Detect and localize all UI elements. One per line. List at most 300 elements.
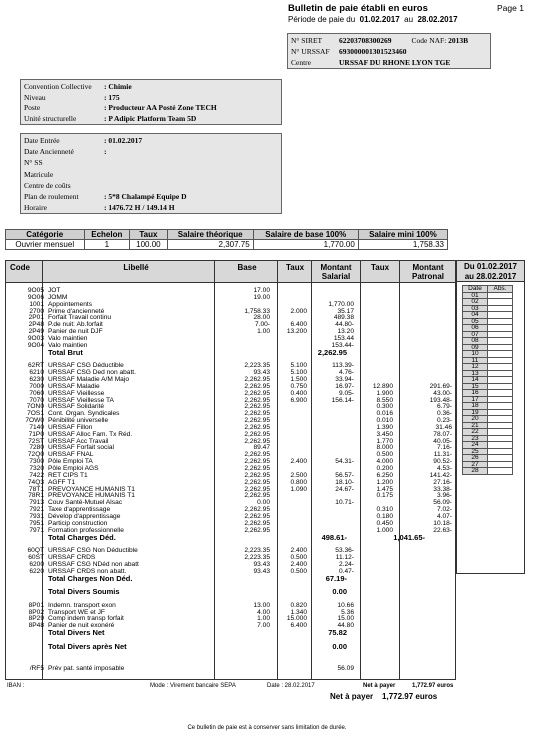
- company-info-box: N° SIRET 62203708300269 Code NAF: 2013B N° URSSAF 693000001301523460 Centre URSSAF DU RHONE LYON TGE: [287, 33, 491, 69]
- cell-base: 2,262.95: [244, 382, 270, 390]
- cell-taux: 1.090: [290, 485, 307, 493]
- cell-taux: 2.400: [290, 560, 307, 568]
- cell-sal: 54.31-: [335, 458, 354, 466]
- cell-sal: 0.00: [332, 641, 347, 651]
- cell-lib: Total Charges Déd.: [48, 532, 116, 542]
- cell-taux: 0.500: [290, 553, 307, 561]
- cell-base: 2,262.95: [244, 471, 270, 479]
- cell-code: 9O04: [27, 341, 44, 349]
- cell-sal: 13.20: [337, 328, 354, 336]
- calendar-day: 27: [463, 461, 488, 468]
- cell-taux: 1.340: [290, 608, 307, 616]
- cell-code: 2P49: [28, 328, 44, 336]
- cell-taux: 6.400: [290, 622, 307, 630]
- document-title: Bulletin de paie établi en euros: [288, 3, 428, 14]
- cell-code: 6220: [29, 567, 44, 575]
- calendar-day: 21: [463, 422, 488, 429]
- cell-lib: Panier de nuit exonéré: [48, 622, 115, 630]
- cell-base: 0.00: [257, 499, 270, 507]
- cell-code: 7931: [29, 512, 44, 520]
- cell-code: 7913: [29, 499, 44, 507]
- table-header: [6, 261, 455, 283]
- cell-base: 2,262.95: [244, 478, 270, 486]
- cell-code: 62RT: [27, 362, 44, 370]
- cell-pat: 78.07-: [433, 430, 452, 438]
- cell-pat: 33.38-: [433, 485, 452, 493]
- category-header: Salaire théorique: [167, 230, 253, 240]
- cell-lib: URSSAF CSG Ded non abatt.: [48, 369, 136, 377]
- employee-box: [20, 133, 282, 214]
- cell-lib: Forfait Travail continu: [48, 314, 112, 322]
- cell-taux: 6.400: [290, 321, 307, 329]
- cell-lib: RET CIPS T1: [48, 471, 88, 479]
- urssaf-value: 693000001301523460: [339, 47, 407, 56]
- siret-value: 62203708300269: [339, 36, 392, 45]
- cell-code: 72ST: [28, 437, 44, 445]
- cell-sal: 0.47-: [338, 567, 354, 575]
- cell-sal: 153.44-: [331, 341, 354, 349]
- calendar-day: 14: [463, 377, 488, 384]
- employee-row: Matricule: [24, 169, 54, 179]
- cell-lib: Cont. Organ. Syndicales: [48, 410, 120, 418]
- cell-sal: 16.97-: [335, 382, 354, 390]
- cell-taux2: 1.000: [376, 526, 393, 534]
- iban-label: IBAN :: [7, 683, 25, 689]
- cell-base: 2,262.95: [244, 396, 270, 404]
- cell-taux: 5.100: [290, 369, 307, 377]
- calendar-absence: [488, 468, 513, 475]
- cell-lib: Total Divers Soumis: [48, 587, 120, 597]
- calendar-table: [462, 285, 513, 475]
- cell-sal: 4.76-: [338, 369, 354, 377]
- cell-base: 2,262.95: [244, 451, 270, 459]
- net-value: 1,772.97 euros: [382, 692, 438, 701]
- cell-lib: AGFF T1: [48, 478, 75, 486]
- cell-code: /RF5: [29, 665, 44, 672]
- cell-pat: 4.07-: [436, 512, 452, 520]
- cell-base: 2,262.95: [244, 375, 270, 383]
- cell-code: 7000: [29, 382, 44, 390]
- cell-base: 2,223.35: [244, 547, 270, 555]
- category-value: 1: [84, 240, 130, 250]
- convention-row: Poste : Producteur AA Posté Zone TECH: [24, 103, 217, 112]
- cell-lib: Dévelop d'apprentissage: [48, 512, 121, 520]
- cell-taux2: 0.010: [376, 417, 393, 425]
- cell-taux2: 8.550: [376, 396, 393, 404]
- cell-sal: 5.36: [341, 608, 354, 616]
- calendar-day: 13: [463, 370, 488, 377]
- cell-code: 8P02: [28, 608, 44, 616]
- cell-lib: Total Divers Net: [48, 628, 105, 638]
- cell-base: 93.43: [253, 567, 270, 575]
- cell-taux2: 0.500: [376, 451, 393, 459]
- employee-row: N° SS: [24, 158, 43, 168]
- cell-taux2: 1.770: [376, 437, 393, 445]
- cell-sal: 56.57-: [335, 471, 354, 479]
- employee-row: Date Ancienneté :: [24, 147, 107, 157]
- cell-code: 2P01: [28, 314, 44, 322]
- cell-taux2: 0.175: [376, 492, 393, 500]
- cell-lib: URSSAF CSG NDéd non abatt: [48, 560, 139, 568]
- cell-base: 2,262.95: [244, 403, 270, 411]
- cell-lib: Formation professionnelle: [48, 526, 124, 534]
- cell-pat: 56.09-: [433, 499, 452, 507]
- cell-pat: 3.96-: [436, 492, 452, 500]
- cell-lib: URSSAF Acc Travail: [48, 437, 109, 445]
- calendar-day: 16: [463, 390, 488, 397]
- employee-row: Horaire : 1476.72 H / 149.14 H: [24, 203, 175, 213]
- category-value: 1,770.00: [253, 240, 358, 250]
- calendar-day: 11: [463, 357, 488, 364]
- cell-base: 1,758.33: [244, 307, 270, 315]
- header-montant-salarial: Montant: [320, 263, 352, 272]
- cell-taux2: 0.200: [376, 465, 393, 472]
- centre-value: URSSAF DU RHONE LYON TGE: [339, 58, 451, 67]
- cell-code: 72Q0: [27, 451, 44, 459]
- cell-base: 2,262.95: [244, 423, 270, 431]
- calendar-day: 22: [463, 429, 488, 436]
- cell-pat: 193.48-: [429, 396, 452, 404]
- cell-lib: Transport WE et JF: [48, 608, 105, 616]
- cell-base: 28.00: [253, 314, 270, 322]
- cell-taux: 2.400: [290, 458, 307, 466]
- cell-code: 7320: [29, 465, 44, 472]
- employee-row: Date Entrée : 01.02.2017: [24, 136, 143, 145]
- cell-lib: Comp indem transp forfait: [48, 615, 124, 623]
- cell-code: 2P48: [28, 321, 44, 329]
- cell-pat: 0.23-: [436, 417, 452, 425]
- calendar-day: 12: [463, 364, 488, 371]
- cell-sal: 67.19-: [325, 573, 347, 583]
- pay-period: Période de paie du 01.02.2017 au 28.02.2017: [288, 15, 458, 24]
- cell-taux: 0.750: [290, 382, 307, 390]
- cell-lib: Valo maintien: [48, 341, 88, 349]
- cell-lib: Total Charges Non Déd.: [48, 573, 133, 583]
- cell-pat: 43.00-: [433, 389, 452, 397]
- naf-value: 2013B: [448, 36, 469, 45]
- cell-taux2: 0.180: [376, 512, 393, 520]
- cell-taux2: 8.000: [376, 444, 393, 452]
- cell-taux: 15.000: [286, 615, 307, 623]
- net-to-pay: [330, 692, 456, 704]
- cell-lib: Taxe d'apprentissage: [48, 506, 111, 514]
- cell-sal: 10.66: [337, 601, 354, 609]
- cell-base: 2,262.95: [244, 506, 270, 514]
- cell-taux: 1.500: [290, 375, 307, 383]
- cell-pat: 22.63-: [433, 526, 452, 534]
- cell-code: 71P0: [28, 430, 44, 438]
- cell-sal: 9.05-: [338, 389, 354, 397]
- cell-base: 1.00: [257, 615, 270, 623]
- convention-row: Niveau : 175: [24, 92, 120, 102]
- convention-box: [20, 79, 282, 125]
- cell-pat: 0.36-: [436, 410, 452, 418]
- net-label: Net à payer: [330, 692, 374, 701]
- cell-code: 7140: [29, 423, 44, 431]
- cell-base: 2,223.35: [244, 553, 270, 561]
- calendar-day: 15: [463, 383, 488, 390]
- cell-base: 7.00-: [254, 321, 270, 329]
- cell-code: 9O05: [27, 287, 44, 294]
- category-header: Catégorie: [6, 230, 85, 240]
- calendar-day: 19: [463, 409, 488, 416]
- cell-base: 2,223.35: [244, 362, 270, 370]
- cell-sal: 153.44: [333, 334, 354, 342]
- convention-row: Convention Collective : Chimie: [24, 82, 132, 91]
- calendar-header: Du 01.02.2017 au 28.02.2017: [456, 260, 525, 282]
- cell-lib: URSSAF Alloc Fam. Tx Réd.: [48, 430, 133, 438]
- calendar-day: 03: [463, 305, 488, 312]
- cell-pat: 291.69-: [429, 382, 452, 390]
- cell-base: 4.00: [257, 608, 270, 616]
- cell-lib: URSSAF Vieillesse: [48, 389, 105, 397]
- page-number: Page 1: [497, 3, 524, 13]
- cell-sal: 33.94-: [335, 375, 354, 383]
- cell-code: 7OS1: [27, 410, 44, 418]
- header-patronal: Patronal: [411, 272, 444, 281]
- cell-code: 7280: [29, 444, 44, 452]
- cell-lib: Panier de nuit DJF: [48, 328, 103, 336]
- convention-row: Unité structurelle : P Adipic Platform Team 5D: [24, 113, 197, 123]
- cell-base: 2,262.95: [244, 492, 270, 500]
- cell-base: 2,262.95: [244, 526, 270, 534]
- cell-lib: URSSAF CSG Non Déductible: [48, 547, 138, 555]
- cell-taux: 0.400: [290, 389, 307, 397]
- calendar-day-row: [463, 468, 513, 475]
- cell-taux2: 6.250: [376, 471, 393, 479]
- calendar-day: 20: [463, 416, 488, 423]
- cell-sal: 1,770.00: [328, 300, 354, 308]
- cell-taux: 0.820: [290, 601, 307, 609]
- cell-lib: Total Brut: [48, 347, 83, 357]
- category-header: Echelon: [84, 230, 130, 240]
- cell-lib: URSSAF Vieillesse TA: [48, 396, 114, 404]
- category-table: [5, 229, 448, 250]
- period-start: 01.02.2017: [359, 15, 400, 24]
- cell-lib: Pôle Emploi TA: [48, 458, 93, 466]
- cell-taux2: 4.000: [376, 458, 393, 466]
- cell-lib: Total Divers après Net: [48, 641, 127, 651]
- cell-taux: 6.900: [290, 396, 307, 404]
- cell-sal: 24.67-: [335, 485, 354, 493]
- cell-lib: PREVOYANCE HUMANIS T1: [48, 492, 135, 500]
- calendar-day: 05: [463, 318, 488, 325]
- calendar-day: 28: [463, 468, 488, 475]
- cell-base: 2,262.95: [244, 512, 270, 520]
- cell-base: 7.00: [257, 622, 270, 630]
- cell-lib: Pôle Emploi AGS: [48, 465, 99, 472]
- cell-base: 2,262.95: [244, 417, 270, 425]
- cell-base: 89.47: [253, 444, 270, 452]
- cell-base: 93.43: [253, 560, 270, 568]
- category-value: Ouvrier mensuel: [6, 240, 85, 250]
- cell-lib: URSSAF CRDS non abatt.: [48, 567, 127, 575]
- cell-base: 2,262.95: [244, 519, 270, 527]
- cell-sal: 11.12-: [335, 553, 354, 561]
- cell-taux: 2.500: [290, 471, 307, 479]
- calendar-panel: [456, 260, 525, 574]
- cell-code: 8P29: [28, 615, 44, 623]
- category-header: Salaire mini 100%: [358, 230, 447, 240]
- calendar-col-date: Date: [463, 286, 488, 293]
- cell-sal: 35.17: [337, 307, 354, 315]
- cell-base: 17.00: [253, 287, 270, 294]
- cell-pat: 10.18-: [433, 519, 452, 527]
- cell-sal: 15.00: [337, 615, 354, 623]
- cell-base: 93.43: [253, 369, 270, 377]
- header-salarial: Salarial: [321, 272, 351, 281]
- cell-sal: 75.82: [328, 628, 347, 638]
- calendar-day: 07: [463, 331, 488, 338]
- employee-row: Centre de coûts: [24, 180, 71, 190]
- cell-base: 1.00: [257, 328, 270, 336]
- cell-pat: 31.46: [435, 423, 452, 431]
- header-code: Code: [10, 263, 30, 272]
- cell-taux: 13.200: [286, 328, 307, 336]
- calendar-col-abs: Abs.: [488, 286, 513, 293]
- cell-pat: 141.42-: [429, 471, 452, 479]
- cell-lib: Prime d'ancienneté: [48, 307, 105, 315]
- cell-taux2: 3.450: [376, 430, 393, 438]
- category-header: Taux: [130, 230, 168, 240]
- cell-code: 7971: [29, 526, 44, 534]
- cell-code: 60QT: [27, 547, 44, 555]
- payment-footer: [5, 680, 456, 692]
- header-taux: Taux: [285, 263, 305, 272]
- payment-date: Date : 28.02.2017: [267, 683, 315, 689]
- calendar-day: 18: [463, 403, 488, 410]
- cell-lib: URSSAF CRDS: [48, 553, 96, 561]
- period-end: 28.02.2017: [417, 15, 458, 24]
- cell-base: 19.00: [253, 293, 270, 301]
- employee-row: Plan de roulement : 5*8 Chalampé Equipe D: [24, 192, 187, 201]
- cell-code: 6210: [29, 369, 44, 377]
- cell-sal: 10.71-: [335, 499, 354, 507]
- cell-code: 78R1: [28, 492, 44, 500]
- cell-taux2: 1.475: [376, 485, 393, 493]
- cell-taux: 2.000: [290, 307, 307, 315]
- cell-base: 2,262.95: [244, 458, 270, 466]
- cell-taux: 2.400: [290, 547, 307, 555]
- cell-sal: 53.36-: [335, 547, 354, 555]
- cell-code: 7422: [29, 471, 44, 479]
- cell-code: 60ST: [28, 553, 44, 561]
- cell-sal: 2.24-: [338, 560, 354, 568]
- cell-lib: Appointements: [48, 300, 92, 308]
- cell-base: 2,262.95: [244, 389, 270, 397]
- calendar-day: 08: [463, 338, 488, 345]
- cell-lib: Indemn. transport exon: [48, 601, 116, 609]
- cell-taux2: 12.890: [372, 382, 393, 390]
- cell-taux: 5.100: [290, 362, 307, 370]
- cell-sal: 498.61-: [321, 532, 347, 542]
- payment-mode: Mode : Virement bancaire SEPA: [150, 683, 236, 689]
- cell-lib: URSSAF Fillon: [48, 423, 93, 431]
- cell-pat: 90.52-: [433, 458, 452, 466]
- cell-lib: URSSAF FNAL: [48, 451, 94, 459]
- cell-sal: 2,262.95: [317, 347, 347, 357]
- cell-lib: Valo maintien: [48, 334, 88, 342]
- cell-code: 7060: [29, 389, 44, 397]
- cell-lib: URSSAF CSG Déductible: [48, 362, 124, 370]
- cell-code: 9O06: [27, 293, 44, 301]
- calendar-day: 04: [463, 312, 488, 319]
- calendar-day: 01: [463, 292, 488, 299]
- cell-code: 7070: [29, 396, 44, 404]
- calendar-day: 02: [463, 299, 488, 306]
- cell-code: 8P01: [28, 601, 44, 609]
- net-small-value: 1,772.97 euros: [412, 683, 454, 689]
- cell-pat: 4.53-: [436, 465, 452, 472]
- cell-sal: 0.00: [332, 587, 347, 597]
- cell-sal: 56.09: [337, 665, 354, 672]
- cell-lib: URSSAF Maladie A/M Majo: [48, 375, 129, 383]
- cell-pat: 11.31-: [433, 451, 452, 459]
- cell-base: 2,262.95: [244, 430, 270, 438]
- cell-taux2: 0.310: [376, 506, 393, 514]
- calendar-day: 10: [463, 351, 488, 358]
- category-header: Salaire de base 100%: [253, 230, 358, 240]
- cell-code: 6230: [29, 375, 44, 383]
- cell-code: 7300: [29, 458, 44, 466]
- cell-code: 7ON0: [26, 403, 44, 411]
- cell-pat: 7.02-: [436, 506, 452, 514]
- cell-base: 2,262.95: [244, 485, 270, 493]
- cell-base: 2,262.95: [244, 410, 270, 418]
- cell-code: 7951: [29, 519, 44, 527]
- cell-lib: URSSAF Forfait social: [48, 444, 114, 452]
- cell-pat: 6.79-: [436, 403, 452, 411]
- calendar-day: 06: [463, 325, 488, 332]
- cell-taux2: 0.016: [376, 410, 393, 418]
- cell-lib: JOT: [48, 287, 61, 294]
- cell-lib: JOMM: [48, 293, 68, 301]
- cell-sal: 44.80-: [335, 321, 354, 329]
- cell-lib: PREVOYANCE HUMANIS T1: [48, 485, 135, 493]
- cell-code: 8P48: [28, 622, 44, 630]
- cell-code: 74Q3: [27, 478, 44, 486]
- cell-code: 9O03: [27, 334, 44, 342]
- calendar-day: 24: [463, 442, 488, 449]
- cell-lib: P.de nuit: Ab.forfait: [48, 321, 103, 329]
- calendar-day: 09: [463, 344, 488, 351]
- cell-code: 78T1: [28, 485, 44, 493]
- cell-code: 7OW0: [25, 417, 44, 425]
- cell-taux2: 1.900: [376, 389, 393, 397]
- header-base: Base: [237, 263, 257, 272]
- cell-lib: Particip construction: [48, 519, 108, 527]
- header-libelle: Libellé: [123, 263, 149, 272]
- calendar-day: 23: [463, 435, 488, 442]
- cell-taux: 0.500: [290, 567, 307, 575]
- category-value: 2,307.75: [167, 240, 253, 250]
- net-small-label: Net à payer: [363, 683, 396, 689]
- cell-base: 2,262.95: [244, 465, 270, 472]
- header-montant-patronal: Montant: [412, 263, 444, 272]
- cell-lib: Prév pat. santé imposable: [48, 665, 125, 672]
- cell-base: 13.00: [253, 601, 270, 609]
- cell-taux2: 1.200: [376, 478, 393, 486]
- cell-base: 2,262.95: [244, 437, 270, 445]
- cell-code: 6200: [29, 560, 44, 568]
- cell-sal: 489.38: [333, 314, 354, 322]
- cell-lib: Pénibilité universelle: [48, 417, 109, 425]
- cell-lib: URSSAF Maladie: [48, 382, 100, 390]
- calendar-day: 17: [463, 396, 488, 403]
- cell-lib: URSSAF Solidarité: [48, 403, 105, 411]
- cell-taux2: 1.390: [376, 423, 393, 431]
- cell-pat: 1,041.65-: [393, 532, 425, 542]
